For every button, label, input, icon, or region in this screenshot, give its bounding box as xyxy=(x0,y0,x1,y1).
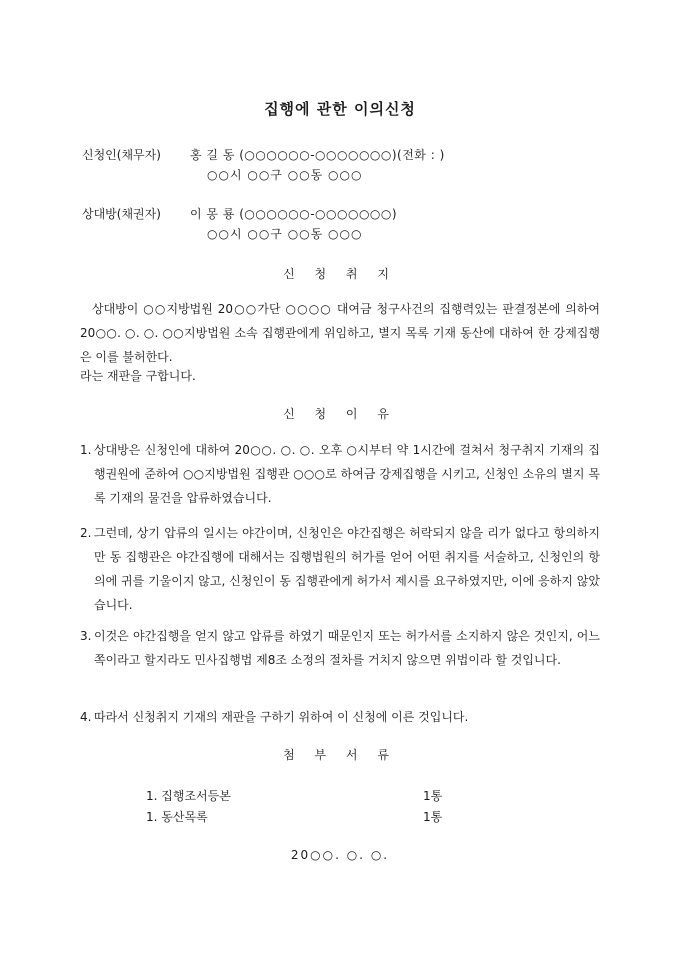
applicant-address: ○○시 ○○구 ○○동 ○○○ xyxy=(207,168,363,182)
document-title: 집행에 관한 이의신청 xyxy=(264,100,416,118)
purpose-heading: 신 청 취 지 xyxy=(283,267,397,281)
respondent-label: 상대방(채권자) xyxy=(82,207,161,221)
reason-text: 상대방은 신청인에 대하여 20○○. ○. ○. 오후 ○시부터 약 1시간에 걸쳐서 청구취지 기재의 집행권원에 준하여 ○○지방법원 집행관 ○○○로 하여금 강제집행을 시키고, 신청인 소유의 별지 목록 기재의 물건을 압류하였습니다. xyxy=(94,443,600,505)
reason-item xyxy=(80,521,600,617)
reason-number: 2. xyxy=(80,526,92,540)
reason-item xyxy=(80,438,600,510)
attachment-name: 1. 집행조서등본 xyxy=(146,789,231,803)
attachments-heading: 첨 부 서 류 xyxy=(283,748,397,762)
applicant-label: 신청인(채무자) xyxy=(82,148,161,162)
attachment-qty: 1통 xyxy=(423,810,443,824)
reason-item xyxy=(80,624,600,672)
reason-text: 따라서 신청취지 기재의 재판을 구하기 위하여 이 신청에 이른 것입니다. xyxy=(94,710,469,724)
purpose-closing: 라는 재판을 구합니다. xyxy=(80,369,196,383)
reason-text: 그런데, 상기 압류의 일시는 야간이며, 신청인은 야간집행은 허락되지 않을 리가 없다고 항의하지만 동 집행관은 야간집행에 대해서는 집행법원의 허가를 얻어 어떤 취지를 서술하고, 신청인의 항의에 귀를 기울이지 않고, 신청인이 동 집행관에게 허가서 제시를 요구하였지만, 이에 응하지 않았습니다. xyxy=(94,526,600,612)
reason-text: 이것은 야간집행을 얻지 않고 압류를 하였기 때문인지 또는 허가서를 소지하지 않은 것인지, 어느 쪽이라고 할지라도 민사집행법 제8조 소정의 절차를 거치지 않으면 위법이라 할 것입니다. xyxy=(94,629,600,667)
reason-item xyxy=(80,705,600,729)
reason-number: 1. xyxy=(80,443,92,457)
respondent-address: ○○시 ○○구 ○○동 ○○○ xyxy=(207,227,363,241)
applicant-info: 홍 길 동 (○○○○○○-○○○○○○○)(전화 : ) xyxy=(190,148,445,162)
reason-number: 4. xyxy=(80,710,92,724)
reasons-heading: 신 청 이 유 xyxy=(283,407,397,421)
attachment-name: 1. 동산목록 xyxy=(146,810,208,824)
document-date: 20○○. ○. ○. xyxy=(290,848,390,862)
reason-number: 3. xyxy=(80,629,92,643)
purpose-body: 상대방이 ○○지방법원 20○○가단 ○○○○ 대여금 청구사건의 집행력있는 판결정본에 의하여 20○○. ○. ○. ○○지방법원 소속 집행관에게 위임하고, 별지 목록 기재 동산에 대하여 한 강제집행은 이를 불허한다. xyxy=(80,302,600,364)
respondent-info: 이 몽 룡 (○○○○○○-○○○○○○○) xyxy=(190,207,398,221)
attachment-qty: 1통 xyxy=(423,789,443,803)
